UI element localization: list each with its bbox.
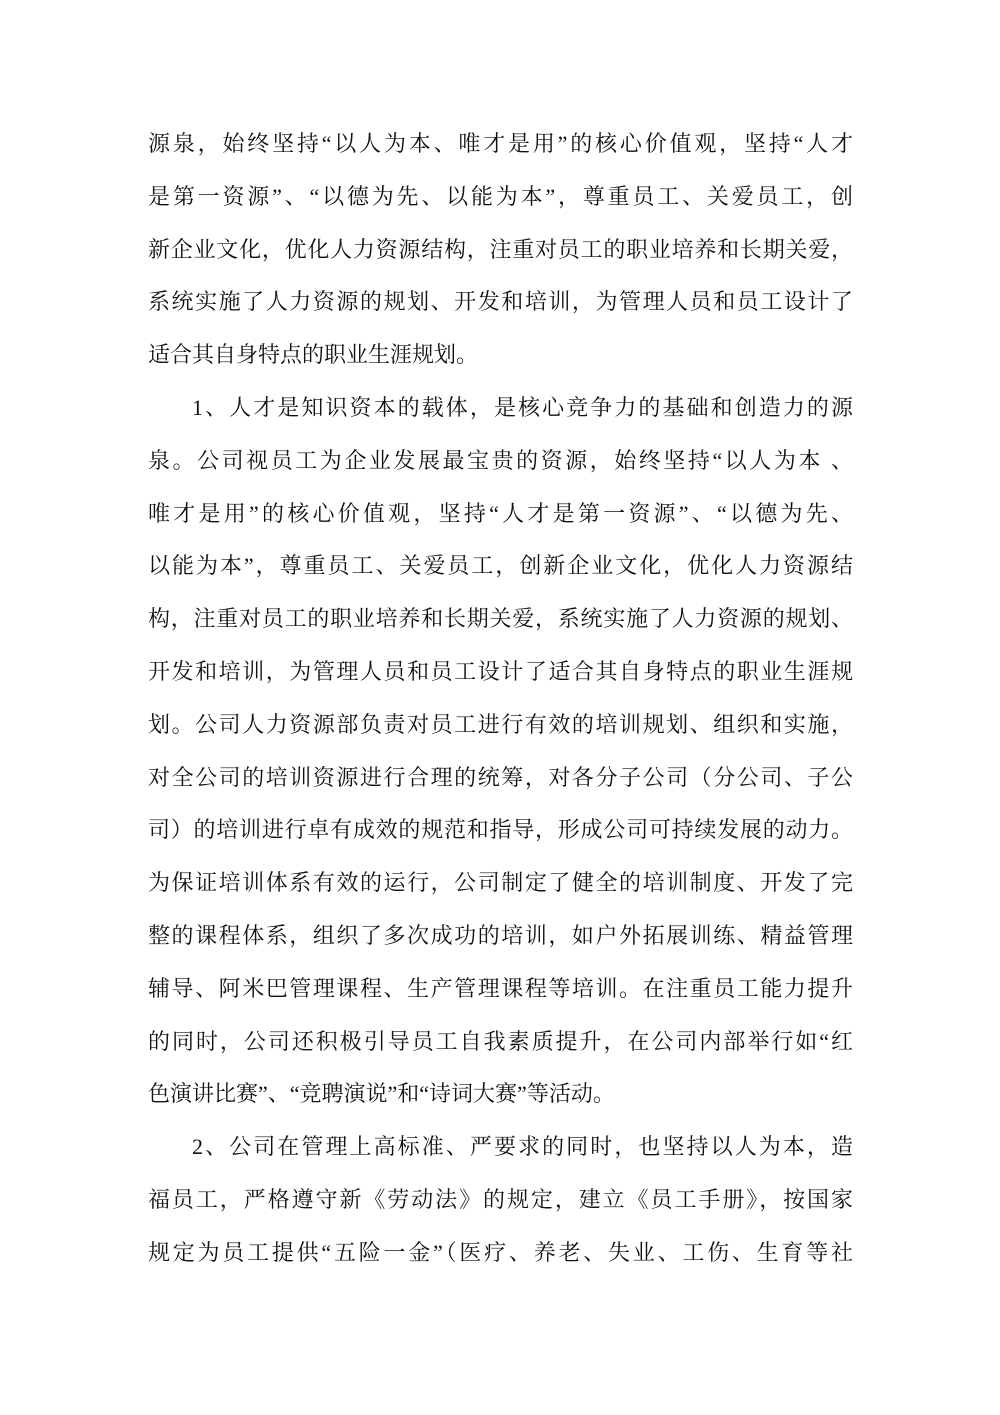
text-line: 2、公司在管理上高标准、严要求的同时，也坚持以人为本，造 (192, 1134, 853, 1160)
text-line: 为保证培训体系有效的运行，公司制定了健全的培训制度、开发了完 (148, 870, 853, 896)
text-line: 色演讲比赛”、“竞聘演说”和“诗词大赛”等活动。 (148, 1081, 615, 1107)
text-line: 福员工，严格遵守新《劳动法》的规定，建立《员工手册》，按国家 (148, 1186, 853, 1212)
text-line: 司）的培训进行卓有成效的规范和指导，形成公司可持续发展的动力。 (148, 817, 853, 843)
text-line: 对全公司的培训资源进行合理的统筹，对各分子公司（分公司、子公 (148, 764, 853, 790)
text-line: 1、人才是知识资本的载体，是核心竞争力的基础和创造力的源 (192, 394, 853, 420)
text-line: 以能为本”，尊重员工、关爱员工，创新企业文化，优化人力资源结 (148, 553, 853, 579)
text-line: 唯才是用”的核心价值观，坚持“人才是第一资源”、“以德为先、 (148, 500, 853, 526)
text-line: 新企业文化，优化人力资源结构，注重对员工的职业培养和长期关爱， (148, 236, 853, 262)
paragraph-continuation (148, 118, 853, 382)
paragraph-item-2 (148, 1121, 853, 1279)
text-line: 是第一资源”、“以德为先、以能为本”，尊重员工、关爱员工，创 (148, 183, 853, 209)
text-line: 的同时，公司还积极引导员工自我素质提升，在公司内部举行如“红 (148, 1028, 853, 1054)
text-line: 开发和培训，为管理人员和员工设计了适合其自身特点的职业生涯规 (148, 658, 853, 684)
text-line: 辅导、阿米巴管理课程、生产管理课程等培训。在注重员工能力提升 (148, 975, 853, 1001)
text-line: 规定为员工提供“五险一金”（医疗、养老、失业、工伤、生育等社 (148, 1239, 853, 1265)
text-line: 整的课程体系，组织了多次成功的培训，如户外拓展训练、精益管理 (148, 922, 853, 948)
text-line: 适合其自身特点的职业生涯规划。 (148, 342, 479, 368)
text-line: 系统实施了人力资源的规划、开发和培训，为管理人员和员工设计了 (148, 289, 853, 315)
document-text (148, 118, 853, 1280)
text-line: 源泉，始终坚持“以人为本、唯才是用”的核心价值观，坚持“人才 (148, 131, 853, 156)
text-line: 划。公司人力资源部负责对员工进行有效的培训规划、组织和实施， (148, 711, 853, 737)
text-line: 构，注重对员工的职业培养和长期关爱，系统实施了人力资源的规划、 (148, 606, 853, 632)
paragraph-item-1 (148, 382, 853, 1121)
text-line: 泉。公司视员工为企业发展最宝贵的资源，始终坚持“以人为本 、 (148, 447, 853, 473)
